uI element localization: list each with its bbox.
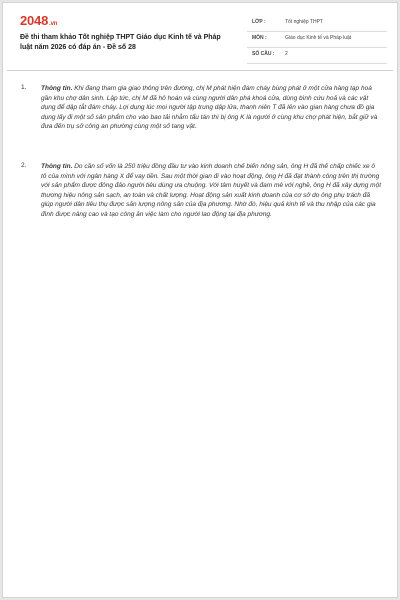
question-text bbox=[41, 84, 381, 132]
meta-value: Tốt nghiệp THPT bbox=[285, 19, 323, 25]
question-body: Khi đang tham gia giao thông trên đường, chị M phát hiện đám cháy bùng phát ở một cửa hàng tạp hoá gần khu chợ dân sinh. Lập tức, chị M đã hô hoán và cùng người dân phá khoá cửa, dùng bình cứu hoả và các vật dụng để dập tắt đám cháy. Lợi dụng lúc mọi người tập trung dập lửa, thanh niên T đã lẻn vào gian hàng chưa đồ gia dụng lấy đi một số sản phẩm cho vào bao tải nhằm tẩu tán thì bị ông K là người ở cùng khu chợ phát hiện, bắt giữ và đưa đến trụ sở công an phường cùng một số tang vật. bbox=[41, 85, 378, 131]
site-logo[interactable] bbox=[20, 13, 57, 28]
meta-value: Giáo dục Kinh tế và Pháp luật bbox=[285, 35, 352, 41]
meta-value: 2 bbox=[285, 51, 288, 57]
meta-label: LỚP : bbox=[252, 19, 266, 25]
document-title: Đề thi tham khảo Tốt nghiệp THPT Giáo dục Kinh tế và Pháp luật năm 2026 có đáp án - Đề số 28 bbox=[20, 34, 221, 51]
meta-row-class bbox=[247, 16, 387, 32]
document-header bbox=[3, 3, 397, 69]
meta-row-subject bbox=[247, 32, 387, 48]
logo-suffix: .vn bbox=[49, 21, 58, 27]
meta-table bbox=[247, 16, 387, 64]
header-divider bbox=[7, 70, 393, 71]
question-number: 2. bbox=[21, 162, 27, 169]
question-label: Thông tin. bbox=[41, 85, 73, 92]
logo-text: 2048 bbox=[20, 13, 49, 28]
question-text bbox=[41, 162, 381, 220]
question-body: Do cần số vốn là 250 triệu đồng đầu tư vào kinh doanh chế biến nông sản, ông H đã thế chấp chiếc xe ô tô của mình với ngân hàng X để vay tiền. Sau một thời gian đi vào hoạt động, ông H đã đạt thành công trên thị trường với sản phẩm được đông đảo người tiêu dùng ưa chuộng. Với tâm huyết và đam mê với nghề, ông H đã xây dựng một thương hiệu nông sản sạch, an toàn và chất lượng. Hoạt động sản xuất kinh doanh của cơ sở do ông phụ trách đã giúp người dân tiêu thụ được sản lượng nông sản của địa phương. Nhờ đó, hiệu quả kinh tế và thu nhập của các gia đình được nâng cao và tạo công ăn việc làm cho người lao động tại địa phương. bbox=[41, 163, 382, 218]
meta-label: SỐ CÂU : bbox=[252, 51, 275, 57]
document-page bbox=[2, 2, 398, 598]
meta-row-count bbox=[247, 48, 387, 64]
question-number: 1. bbox=[21, 84, 27, 91]
question-label: Thông tin. bbox=[41, 163, 73, 170]
meta-label: MÔN : bbox=[252, 35, 267, 41]
